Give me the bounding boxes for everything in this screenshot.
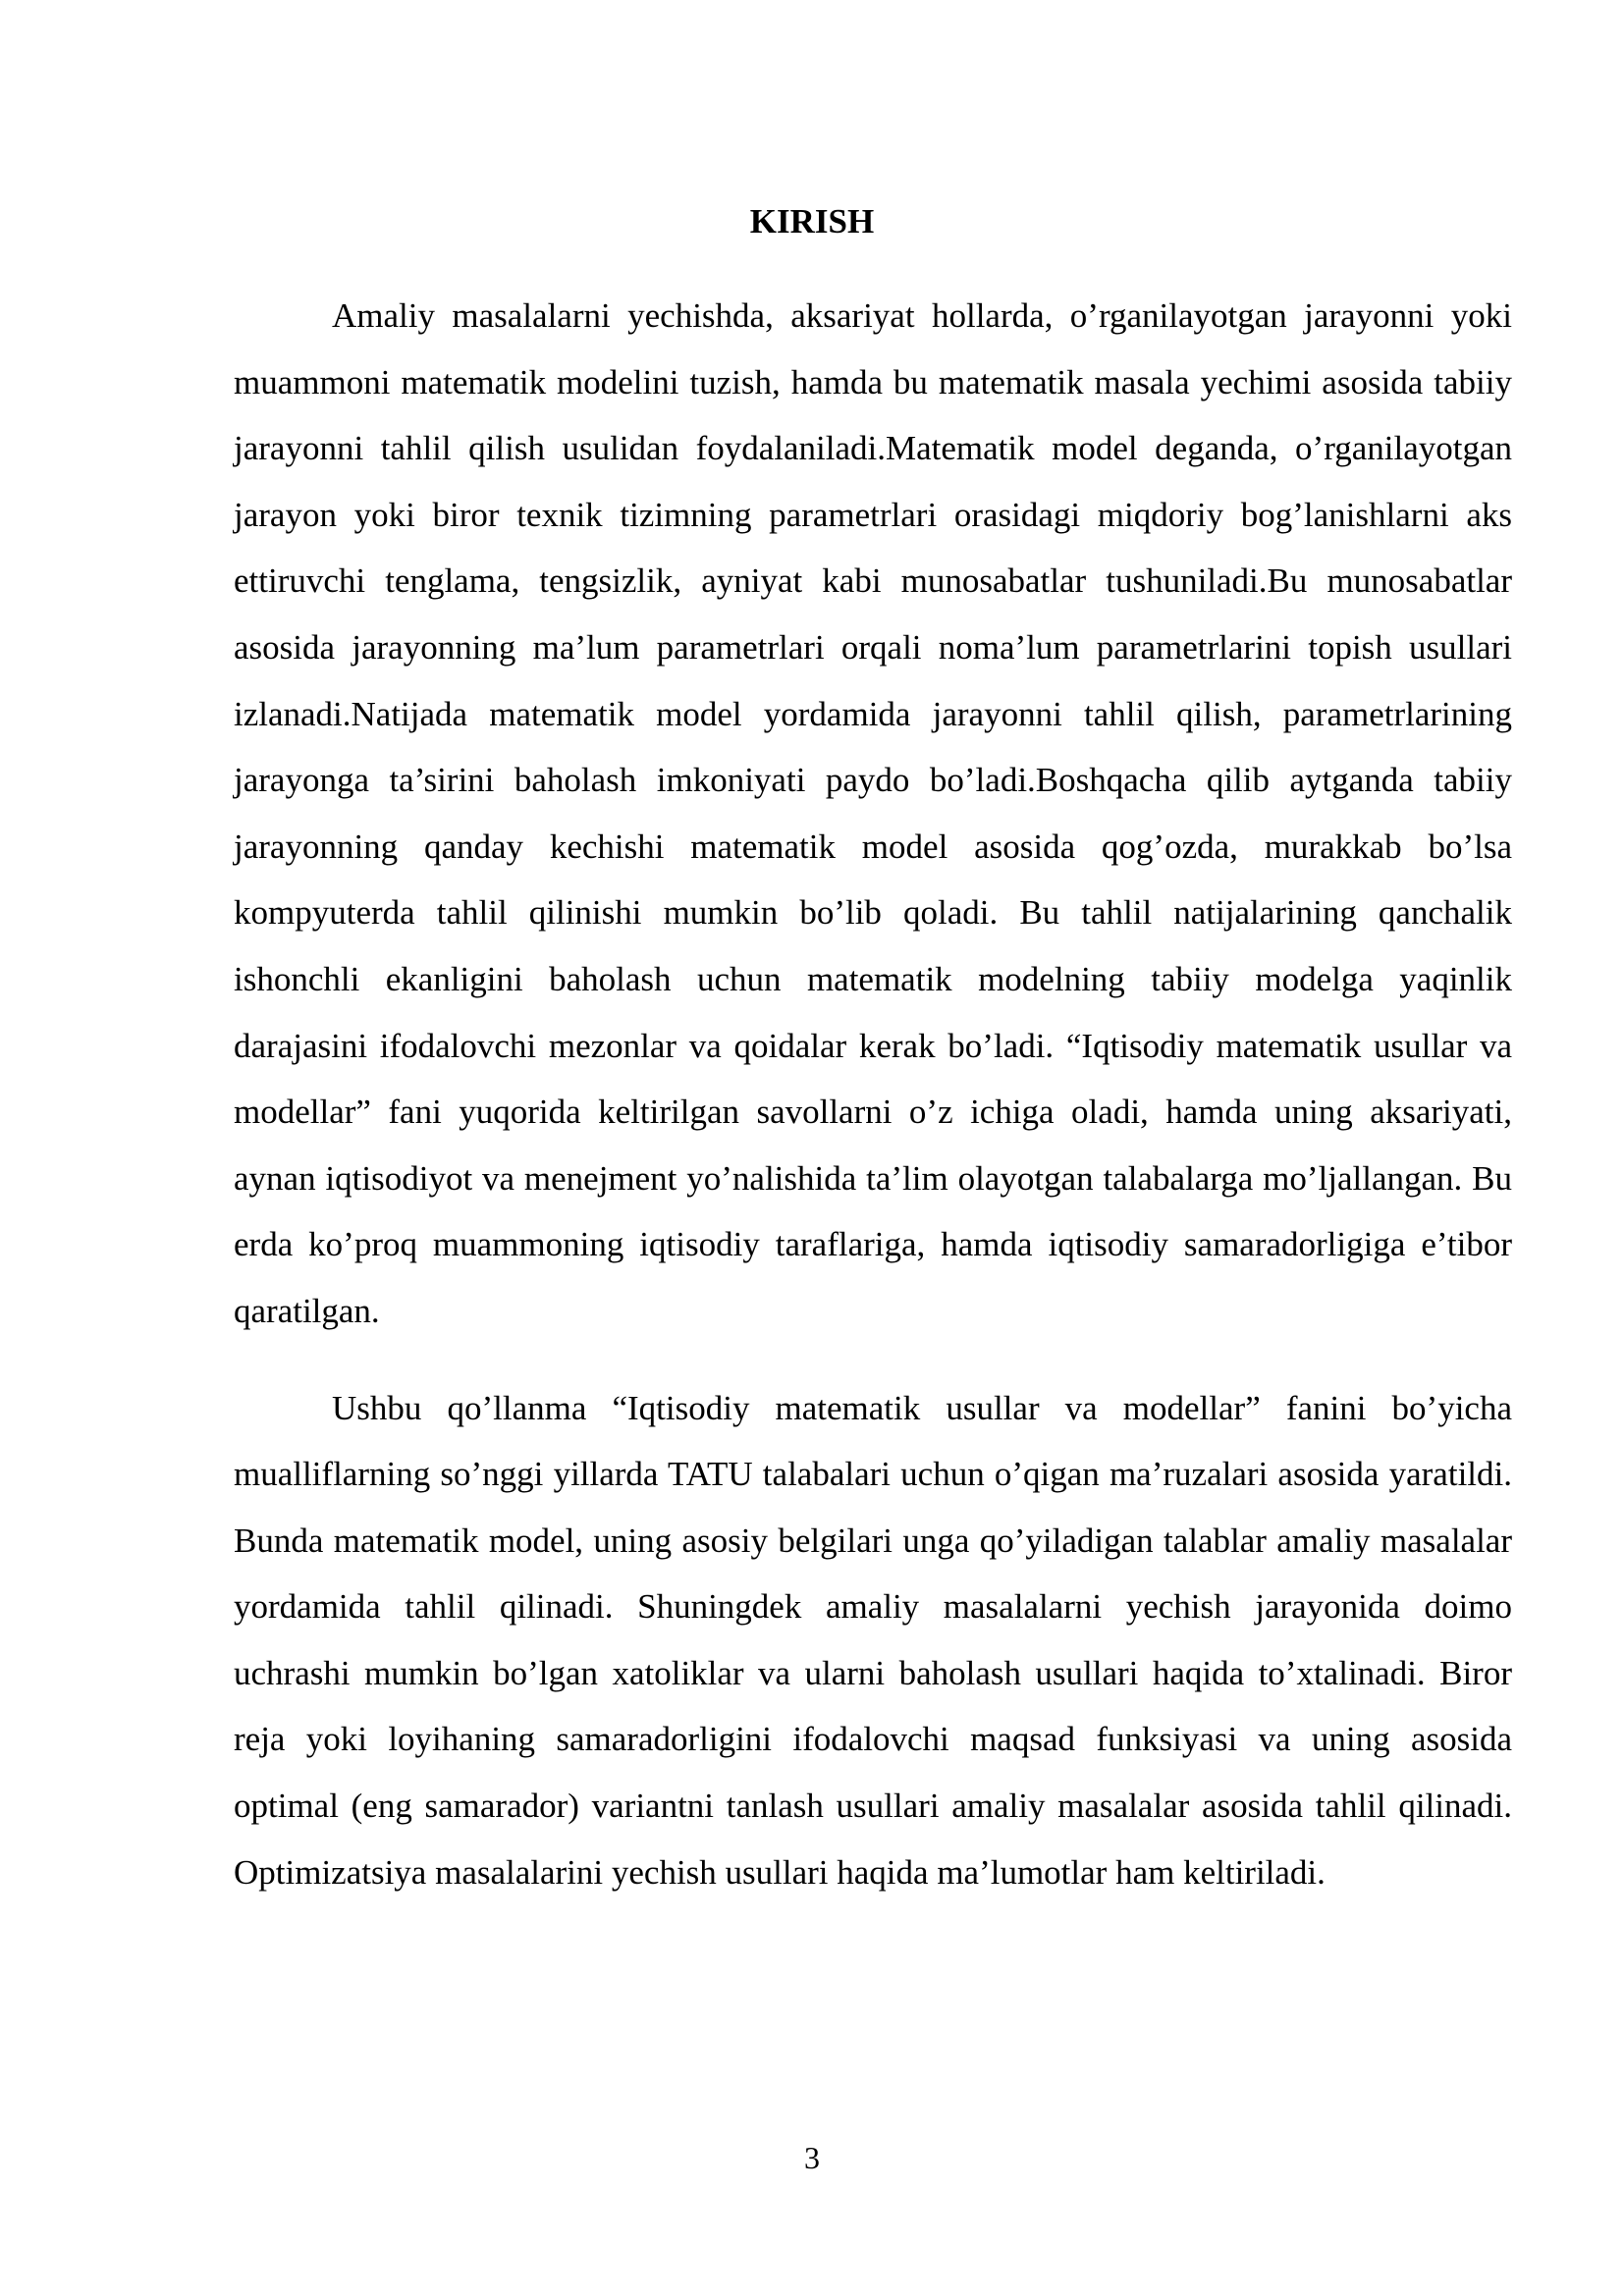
- paragraph-introduction: Amaliy masalalarni yechishda, aksariyat hollarda, o’rganilayotgan jarayonni yoki muammoni matematik modelini tuzish, hamda bu matematik masala yechimi asosida tabiiy jarayonni tahlil qilish usulidan foydalaniladi.Matematik model deganda, o’rganilayotgan jarayon yoki biror texnik tizimning parametrlari orasidagi miqdoriy bog’lanishlarni aks ettiruvchi tenglama, tengsizlik, ayniyat kabi munosabatlar tushuniladi.Bu munosabatlar asosida jarayonning ma’lum parametrlari orqali noma’lum parametrlarini topish usullari izlanadi.Natijada matematik model yordamida jarayonni tahlil qilish, parametrlarining jarayonga ta’sirini baholash imkoniyati paydo bo’ladi.Boshqacha qilib aytganda tabiiy jarayonning qanday kechishi matematik model asosida qog’ozda, murakkab bo’lsa kompyuterda tahlil qilinishi mumkin bo’lib qoladi. Bu tahlil natijalarining qanchalik ishonchli ekanligini baholash uchun matematik modelning tabiiy modelga yaqinlik darajasini ifodalovchi mezonlar va qoidalar kerak bo’ladi. “Iqtisodiy matematik usullar va modellar” fani yuqorida keltirilgan savollarni o’z ichiga oladi, hamda uning aksariyati, aynan iqtisodiyot va menejment yo’nalishida ta’lim olayotgan talabalarga mo’ljallangan. Bu erda ko’proq muammoning iqtisodiy taraflariga, hamda iqtisodiy samaradorligiga e’tibor qaratilgan.: [234, 296, 1512, 1330]
- section-heading: KIRISH: [749, 202, 875, 240]
- body-text: [234, 283, 1512, 1905]
- paragraph-manual-description: Ushbu qo’llanma “Iqtisodiy matematik usullar va modellar” fanini bo’yicha mualliflarning so’nggi yillarda TATU talabalari uchun o’qigan ma’ruzalari asosida yaratildi. Bunda matematik model, uning asosiy belgilari unga qo’yiladigan talablar amaliy masalalar yordamida tahlil qilinadi. Shuningdek amaliy masalalarni yechish jarayonida doimo uchrashi mumkin bo’lgan xatoliklar va ularni baholash usullari haqida to’xtalinadi. Biror reja yoki loyihaning samaradorligini ifodalovchi maqsad funksiyasi va uning asosida optimal (eng samarador) variantni tanlash usullari amaliy masalalar asosida tahlil qilinadi. Optimizatsiya masalalarini yechish usullari haqida ma’lumotlar ham keltiriladi.: [234, 1388, 1512, 1892]
- page-number: 3: [804, 2140, 820, 2175]
